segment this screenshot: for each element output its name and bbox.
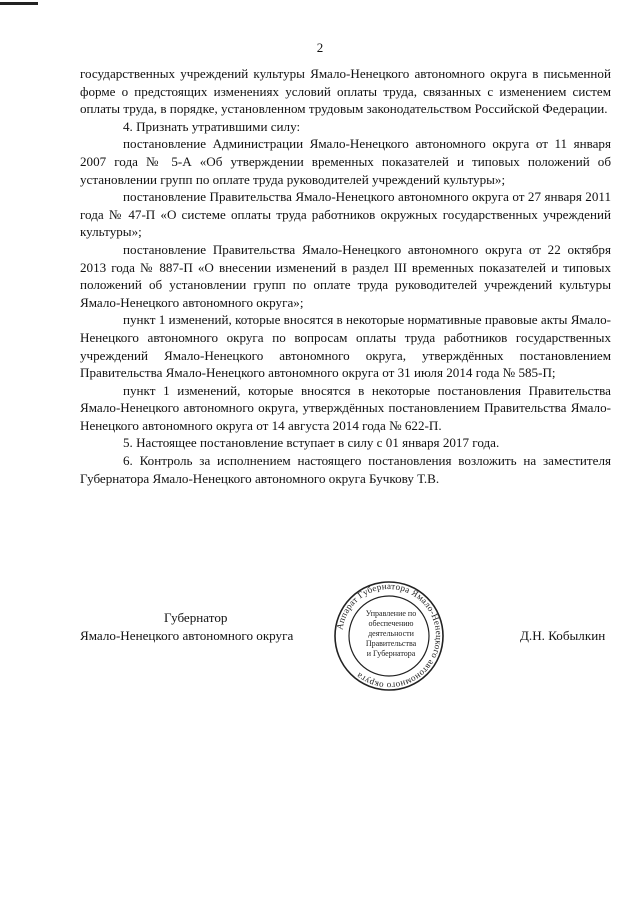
signer-title: Губернатор bbox=[164, 610, 228, 625]
paragraph-item-4: 4. Признать утратившими силу: bbox=[123, 118, 301, 134]
page-number: 2 bbox=[316, 40, 324, 55]
paragraph-repealed-5: пункт 1 изменений, которые вносятся в некоторые постановления Правительства Ямало-Ненецкого автономного округа, утверждённых постановлением Правительства Ямало-Ненецкого автономного округа от 14 августа 2014 года № 622-П. bbox=[80, 382, 611, 433]
stamp-line-1: Управление по bbox=[365, 609, 417, 618]
stamp-line-4: Правительства bbox=[365, 639, 417, 648]
svg-text:Аппарат Губернатора Ямало-Нене bbox=[334, 581, 444, 691]
paragraph-item-6: 6. Контроль за исполнением настоящего постановления возложить на заместителя Губернатора Ямало-Ненецкого автономного округа Бучкову Т.В. bbox=[80, 453, 611, 486]
paragraph-repealed-4: пункт 1 изменений, которые вносятся в некоторые нормативные правовые акты Ямало-Ненецкого автономного округа по вопросам оплаты труда работников государственных учреждений Ямало-Ненецкого автономного округа, утверждённых постановлением Правительства Ямало-Ненецкого автономного округа от 31 июля 2014 года № 585-П; bbox=[80, 312, 611, 381]
signer-region: Ямало-Ненецкого автономного округа bbox=[80, 628, 294, 643]
stamp-outer-text: Аппарат Губернатора Ямало-Ненецкого автономного округа bbox=[334, 580, 445, 692]
official-stamp bbox=[333, 580, 445, 692]
paragraph-repealed-1: постановление Администрации Ямало-Ненецкого автономного округа от 11 января 2007 года № 5-А «Об утверждении временных показателей и типовых положений об установлении групп по оплате труда руководителей учреждений культуры»; bbox=[80, 136, 611, 187]
signer-name: Д.Н. Кобылкин bbox=[520, 628, 606, 643]
stamp-line-5: и Губернатора bbox=[366, 649, 416, 658]
stamp-line-3: деятельности bbox=[368, 629, 414, 638]
paragraph-repealed-3: постановление Правительства Ямало-Ненецкого автономного округа от 22 октября 2013 года № 887-П «О внесении изменений в раздел III временных показателей и типовых положений об установлении групп по оплате труда руководителей учреждений культуры Ямало-Ненецкого автономного округа»; bbox=[80, 241, 611, 310]
corner-mark bbox=[0, 2, 38, 5]
paragraph-repealed-2: постановление Правительства Ямало-Ненецкого автономного округа от 27 января 2011 года № 47-П «О системе оплаты труда работников окружных государственных учреждений культуры»; bbox=[80, 189, 611, 240]
document-body bbox=[80, 65, 611, 487]
paragraph-item-5: 5. Настоящее постановление вступает в силу с 01 января 2017 года. bbox=[123, 435, 500, 451]
stamp-line-2: обеспечению bbox=[368, 619, 414, 628]
paragraph-continuation: государственных учреждений культуры Ямало-Ненецкого автономного округа в письменной форме о предстоящих изменениях условий оплаты труда, связанных с изменением систем оплаты труда, в порядке, установленном трудовым законодательством Российской Федерации. bbox=[80, 66, 611, 117]
